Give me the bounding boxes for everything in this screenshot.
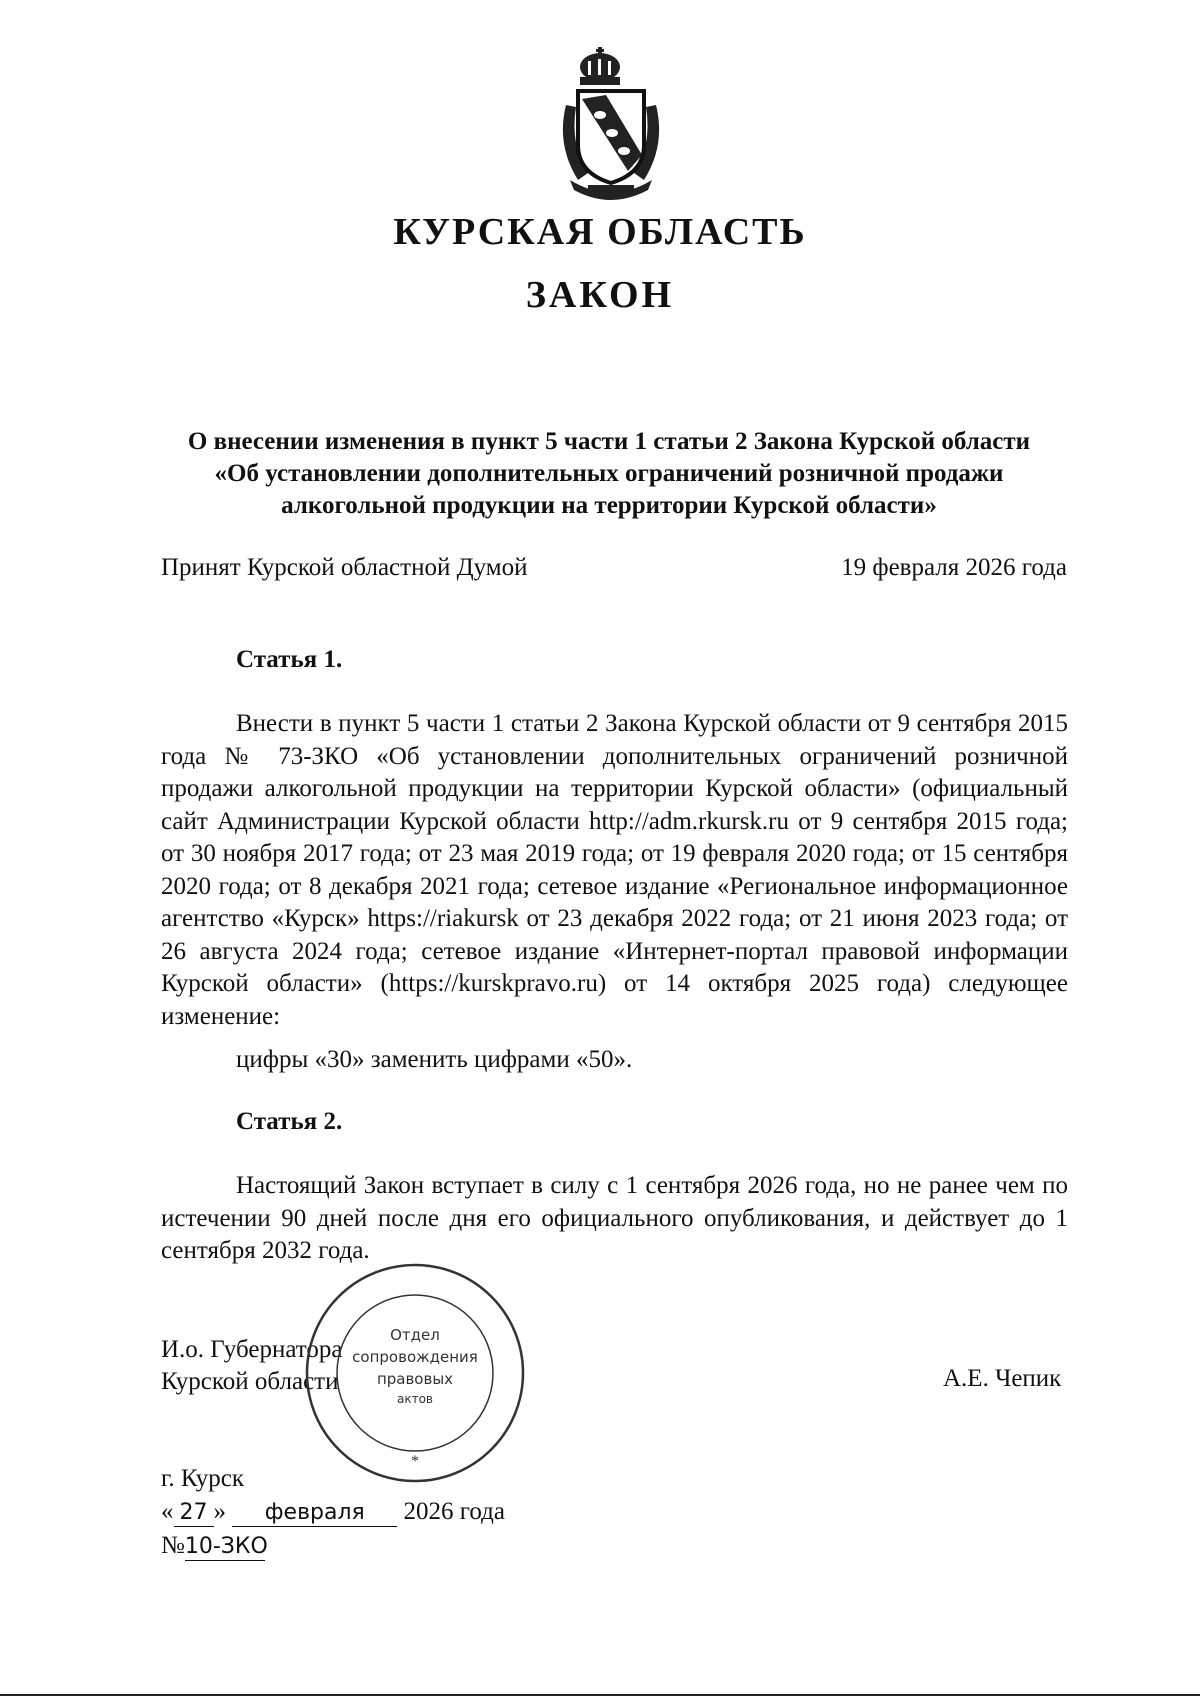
law-number (161, 1532, 268, 1561)
document-type-heading: ЗАКОН (525, 274, 675, 316)
law-title-line: алкогольной продукции на территории Курской области» (281, 492, 937, 519)
article-1-heading: Статья 1. (236, 646, 343, 673)
adoption-line (161, 554, 1067, 582)
svg-text:*: * (411, 1453, 419, 1470)
article-1-text: Внести в пункт 5 части 1 статьи 2 Закона Курской области от 9 сентября 2015 года № 73-ЗКО «Об установлении дополнительных ограничений розничной продажи алкогольной продукции на территории Курской области» (официальный сайт Администрации Курской области http://adm.rkursk.ru от 9 сентября 2015 года; от 30 ноября 2017 года; от 23 мая 2019 года; от 19 февраля 2020 года; от 15 сентября 2020 года; от 8 декабря 2021 года; сетевое издание «Региональное информационное агентство «Курск» https://riakursk от 23 декабря 2022 года; от 21 июня 2023 года; от 26 августа 2024 года; сетевое издание «Интернет-портал правовой информации Курской области» (https://kurskpravo.ru) от 14 октября 2025 года) следующее изменение: (161, 710, 1068, 1030)
adopting-body: Принят Курской областной Думой (161, 554, 528, 581)
stamp-center-line: актов (396, 1392, 433, 1406)
article-2-text: Настоящий Закон вступает в силу с 1 сентября 2026 года, но не ранее чем по истечении 90 дней после дня его официального опубликования, и действует до 1 сентября 2032 года. (161, 1172, 1068, 1264)
place-of-signing: г. Курск (161, 1465, 244, 1492)
article-1-change: цифры «30» заменить цифрами «50». (236, 1046, 633, 1073)
adoption-date: 19 февраля 2026 года (841, 554, 1067, 581)
law-title-line: О внесении изменения в пункт 5 части 1 статьи 2 Закона Курской области (187, 428, 1031, 455)
official-stamp (300, 1258, 530, 1488)
law-title (150, 426, 1068, 522)
law-number-value: 10-ЗКО (184, 1534, 268, 1559)
article-2-heading: Статья 2. (236, 1108, 343, 1135)
law-title-line: «Об установлении дополнительных ограничений розничной продажи (214, 460, 1004, 487)
stamp-center-line: правовых (376, 1370, 454, 1388)
signatory-position-line: И.о. Губернатора (161, 1336, 343, 1363)
signing-month: февраля (232, 1500, 397, 1527)
signatory-name: А.Е. Чепик (943, 1365, 1062, 1392)
signing-year: 2026 года (403, 1498, 505, 1525)
law-number-sign: № (161, 1532, 185, 1559)
stamp-center-line: Отдел (390, 1326, 440, 1344)
coat-of-arms-emblem (548, 45, 674, 203)
page-bottom-rule (0, 1694, 1200, 1696)
signatory-position-line: Курской области (161, 1368, 339, 1395)
region-heading: КУРСКАЯ ОБЛАСТЬ (393, 211, 807, 253)
signing-day: 27 (174, 1500, 214, 1527)
signing-date: « 27 » февраля 2026 года (161, 1498, 505, 1525)
stamp-center-line: сопровождения (352, 1348, 478, 1366)
